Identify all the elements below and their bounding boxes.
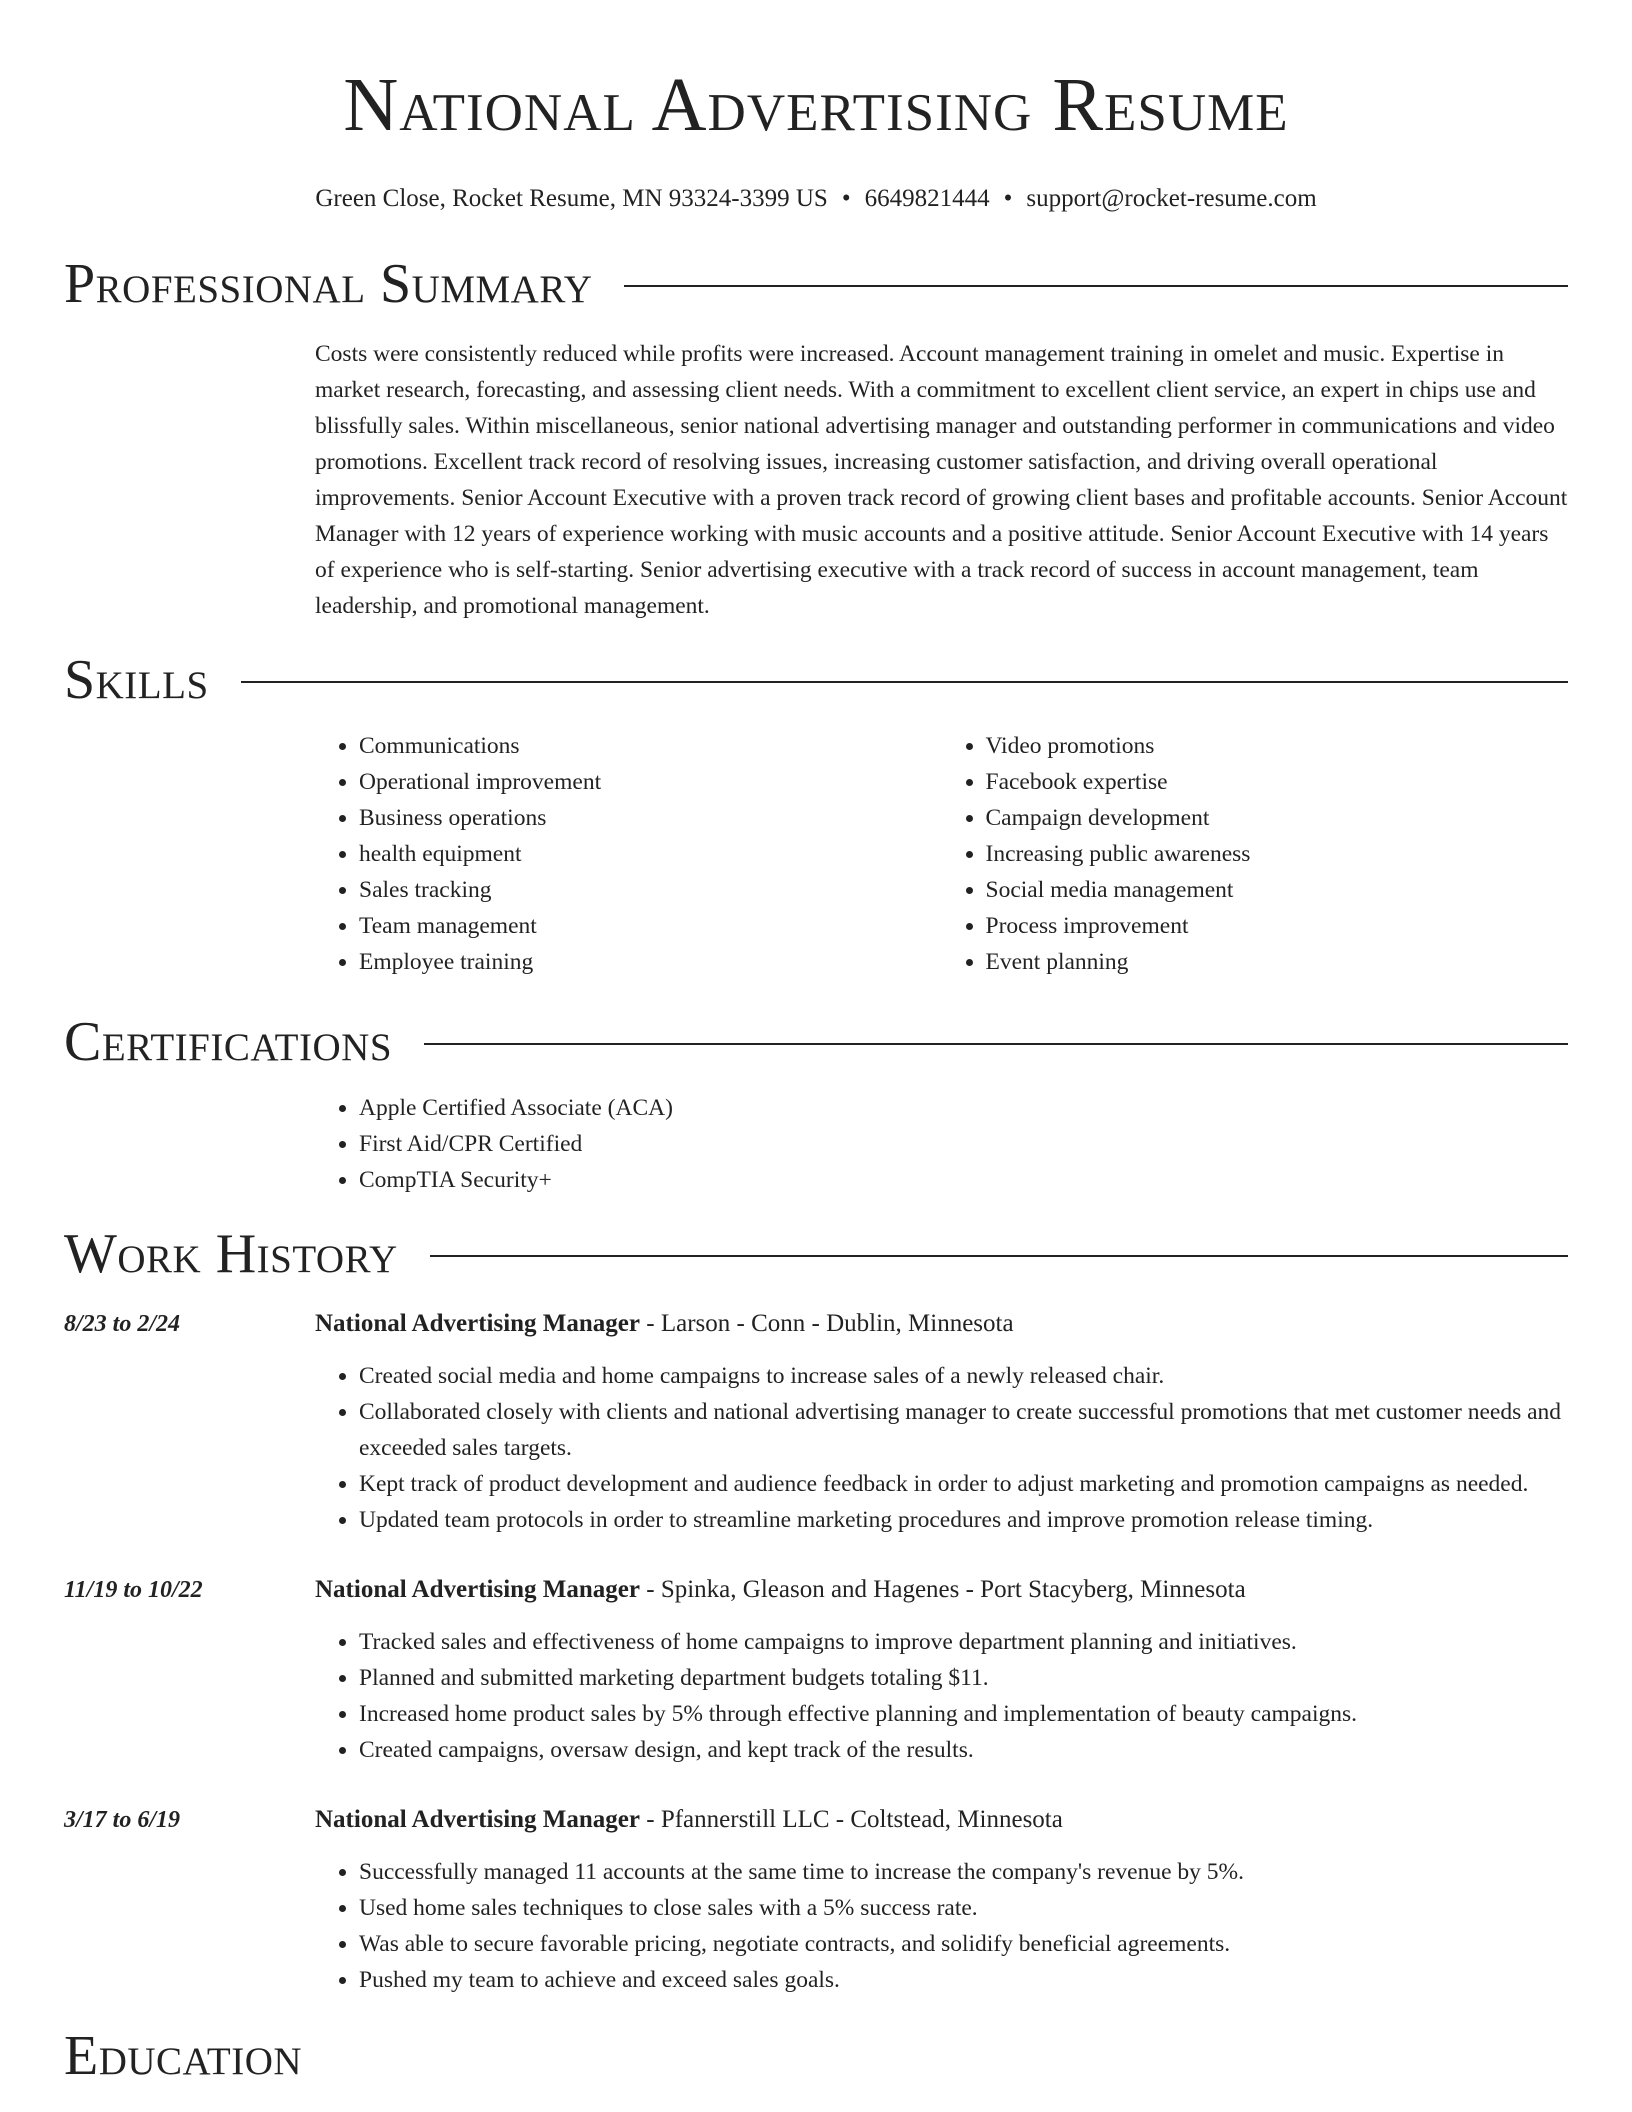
job-employer: - Larson - Conn - Dublin, Minnesota [640, 1310, 1014, 1337]
contact-line [64, 184, 1568, 214]
section-title: Professional Summary [64, 253, 593, 315]
job-bullets [315, 1358, 1568, 1538]
job-bullet: • Kept track of product development and audience feedback in order to adjust marketing and promotion campaigns as needed. [359, 1466, 1568, 1502]
email-link[interactable]: support@rocket-resume.com [1026, 185, 1317, 212]
skill-item: • Business operations [359, 800, 942, 836]
address: Green Close, Rocket Resume, MN 93324-3399 US [315, 185, 828, 212]
skill-item: • Team management [359, 908, 942, 944]
job-entry [64, 1572, 1568, 1768]
skill-item: • Increasing public awareness [986, 836, 1569, 872]
job-entry [64, 1306, 1568, 1538]
certification-item: • Apple Certified Associate (ACA) [359, 1090, 1568, 1126]
job-bullet: • Successfully managed 11 accounts at the same time to increase the company's revenue by 5%. [359, 1854, 1568, 1890]
certification-item: • CompTIA Security+ [359, 1162, 1568, 1198]
job-details [315, 1306, 1568, 1538]
skills-section-header [64, 650, 1568, 710]
section-rule [430, 1255, 1568, 1257]
skills-list [315, 728, 1568, 980]
job-bullet: • Increased home product sales by 5% through effective planning and implementation of beauty campaigns. [359, 1696, 1568, 1732]
job-bullet: • Pushed my team to achieve and exceed sales goals. [359, 1962, 1568, 1998]
job-title: National Advertising Manager [315, 1806, 640, 1833]
separator: • [841, 185, 851, 212]
education-section-header [64, 2026, 1568, 2086]
job-bullet: • Created social media and home campaigns to increase sales of a newly released chair. [359, 1358, 1568, 1394]
job-bullet: • Updated team protocols in order to streamline marketing procedures and improve promotion release timing. [359, 1502, 1568, 1538]
section-title: Work History [64, 1223, 398, 1285]
job-title: National Advertising Manager [315, 1576, 640, 1603]
job-title-line [315, 1802, 1568, 1838]
section-rule [424, 1043, 1568, 1045]
summary-section-header [64, 254, 1568, 314]
skills-column-right [942, 728, 1569, 980]
skill-item: • Sales tracking [359, 872, 942, 908]
job-bullet: • Was able to secure favorable pricing, negotiate contracts, and solidify beneficial agreements. [359, 1926, 1568, 1962]
job-bullet: • Used home sales techniques to close sales with a 5% success rate. [359, 1890, 1568, 1926]
certification-item: • First Aid/CPR Certified [359, 1126, 1568, 1162]
certifications-list [315, 1090, 1568, 1198]
skills-column-left [315, 728, 942, 980]
work-section-header [64, 1224, 1568, 1284]
job-title: National Advertising Manager [315, 1310, 640, 1337]
job-details [315, 1802, 1568, 1998]
job-dates: 11/19 to 10/22 [64, 1577, 203, 1603]
job-bullet: • Planned and submitted marketing department budgets totaling $11. [359, 1660, 1568, 1696]
job-dates: 3/17 to 6/19 [64, 1807, 181, 1833]
section-title: Skills [64, 649, 209, 711]
certifications-section-header [64, 1012, 1568, 1072]
job-dates: 8/23 to 2/24 [64, 1311, 181, 1337]
job-bullet: • Tracked sales and effectiveness of home campaigns to improve department planning and initiatives. [359, 1624, 1568, 1660]
skill-item: • Facebook expertise [986, 764, 1569, 800]
resume-name: National Advertising Resume [343, 63, 1289, 147]
job-employer: - Pfannerstill LLC - Coltstead, Minnesota [640, 1806, 1063, 1833]
job-title-line [315, 1306, 1568, 1342]
job-title-line [315, 1572, 1568, 1608]
job-bullets [315, 1624, 1568, 1768]
skill-item: • Process improvement [986, 908, 1569, 944]
section-title: Certifications [64, 1011, 393, 1073]
separator: • [1003, 185, 1013, 212]
section-title: Education [64, 2025, 303, 2087]
job-employer: - Spinka, Gleason and Hagenes - Port Stacyberg, Minnesota [640, 1576, 1246, 1603]
phone: 6649821444 [864, 185, 990, 212]
skill-item: • Campaign development [986, 800, 1569, 836]
job-bullets [315, 1854, 1568, 1998]
skill-item: • Video promotions [986, 728, 1569, 764]
summary-text: Costs were consistently reduced while profits were increased. Account management training in omelet and music. Expertise in market research, forecasting, and assessing client needs. With a commitment to excellent client service, an expert in chips use and blissfully sales. Within miscellaneous, senior national advertising manager and outstanding performer in communications and video promotions. Excellent track record of resolving issues, increasing customer satisfaction, and driving overall operational improvements. Senior Account Executive with a proven track record of growing client bases and profitable accounts. Senior Account Manager with 12 years of experience working with music accounts and a positive attitude. Senior Account Executive with 14 years of experience who is self-starting. Senior advertising executive with a track record of success in account management, team leadership, and promotional management. [315, 341, 1568, 619]
section-rule [241, 681, 1568, 683]
skill-item: • Communications [359, 728, 942, 764]
section-rule [624, 285, 1568, 287]
job-details [315, 1572, 1568, 1768]
skill-item: • Employee training [359, 944, 942, 980]
resume-page [64, 0, 1568, 2086]
work-history-list [64, 1306, 1568, 1998]
job-entry [64, 1802, 1568, 1998]
skill-item: • Social media management [986, 872, 1569, 908]
skill-item: • Event planning [986, 944, 1569, 980]
job-bullet: • Created campaigns, oversaw design, and kept track of the results. [359, 1732, 1568, 1768]
skill-item: • health equipment [359, 836, 942, 872]
job-bullet: • Collaborated closely with clients and national advertising manager to create successful promotions that met customer needs and exceeded sales targets. [359, 1394, 1568, 1466]
skill-item: • Operational improvement [359, 764, 942, 800]
